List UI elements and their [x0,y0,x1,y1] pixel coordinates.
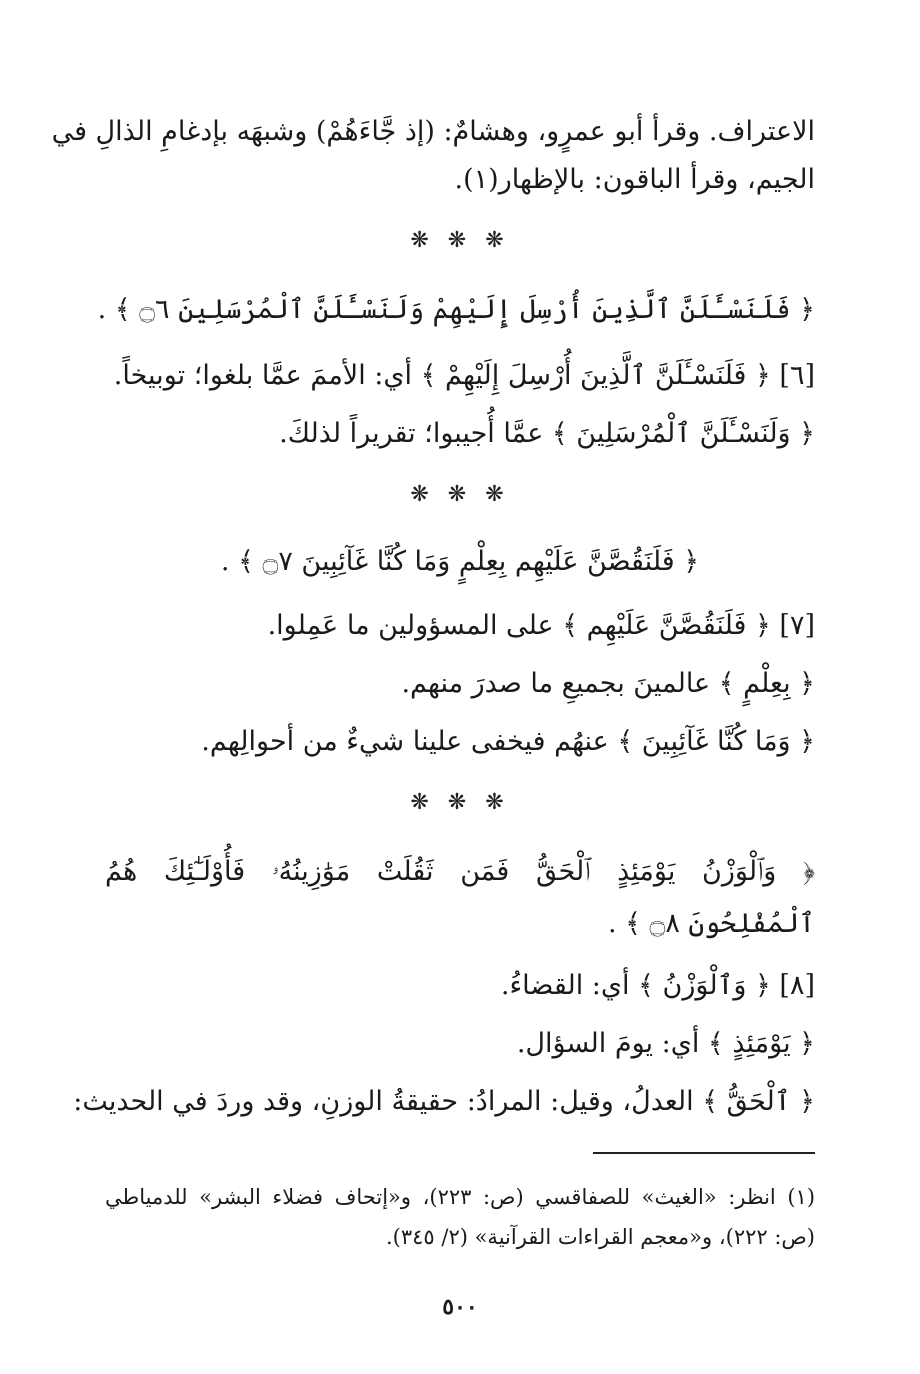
footnote-line-1: (١) انظر: «الغيث» للصفاقسي (ص: ٢٢٣)، و«إتحاف فضلاء البشر» للدمياطي [105,1185,816,1209]
verse-8-commentary-1: [٨] ﴿ وَٱلْوَزْنُ ﴾ أي: القضاءُ. [500,970,815,1001]
intro-line-1: الاعتراف. وقرأ أبو عمرٍو، وهشامٌ: (إذ جَّاءَهُمْ) وشبهَه بإدغامِ الذالِ في [51,116,815,147]
verse-7-commentary-2: ﴿ بِعِلْمٍ ﴾ عالمينَ بجميعِ ما صدرَ منهم. [401,668,815,699]
verse-8-commentary-3: ﴿ ٱلْحَقُّ ﴾ العدلُ، وقيل: المرادُ: حقيقةُ الوزنِ، وقد وردَ في الحديث: [73,1086,815,1117]
section-separator: ❋ ❋ ❋ [410,228,510,253]
page-number: ٥٠٠ [442,1294,478,1320]
verse-8-line-2: ٱلْمُفْلِحُونَ ۝٨ ﴾ . [607,908,815,939]
section-separator: ❋ ❋ ❋ [410,482,510,507]
footnote-line-2: (ص: ٢٢٢)، و«معجم القراءات القرآنية» (٢/ ٣٤٥). [385,1225,815,1249]
verse-8-line-1: ﴿ وَٱلْوَزْنُ يَوْمَئِذٍ ٱلْحَقُّ فَمَن ثَقُلَتْ مَوَٰزِينُهُۥ فَأُوْلَـٰٓئِكَ هُمُ [105,856,815,887]
verse-7-commentary-1: [٧] ﴿ فَلَنَقُصَّنَّ عَلَيْهِم ﴾ على المسؤولين ما عَمِلوا. [267,610,815,641]
section-separator: ❋ ❋ ❋ [410,790,510,815]
verse-6: ﴿ فَلَنَسْـَٔلَنَّ ٱلَّذِينَ أُرْسِلَ إِلَيْهِمْ وَلَنَسْـَٔلَنَّ ٱلْمُرْسَلِينَ ۝٦ ﴾ . [97,294,815,325]
verse-8-commentary-2: ﴿ يَوْمَئِذٍ ﴾ أي: يومَ السؤال. [516,1028,815,1059]
verse-6-commentary-1: [٦] ﴿ فَلَنَسْـَٔلَنَّ ٱلَّذِينَ أُرْسِلَ إِلَيْهِمْ ﴾ أي: الأممَ عمَّا بلغوا؛ توبيخاً. [113,360,815,391]
verse-7: ﴿ فَلَنَقُصَّنَّ عَلَيْهِم بِعِلْمٍ وَمَا كُنَّا غَآئِبِينَ ۝٧ ﴾ . [220,546,700,577]
verse-7-commentary-3: ﴿ وَمَا كُنَّا غَآئِبِينَ ﴾ عنهُم فيخفى علينا شيءٌ من أحوالِهم. [201,726,815,757]
intro-line-2: الجيم، وقرأ الباقون: بالإظهار(١). [454,164,815,195]
footnote-divider [593,1152,815,1154]
verse-6-commentary-2: ﴿ وَلَنَسْـَٔلَنَّ ٱلْمُرْسَلِينَ ﴾ عمَّا أُجيبوا؛ تقريراً لذلكَ. [279,418,815,449]
